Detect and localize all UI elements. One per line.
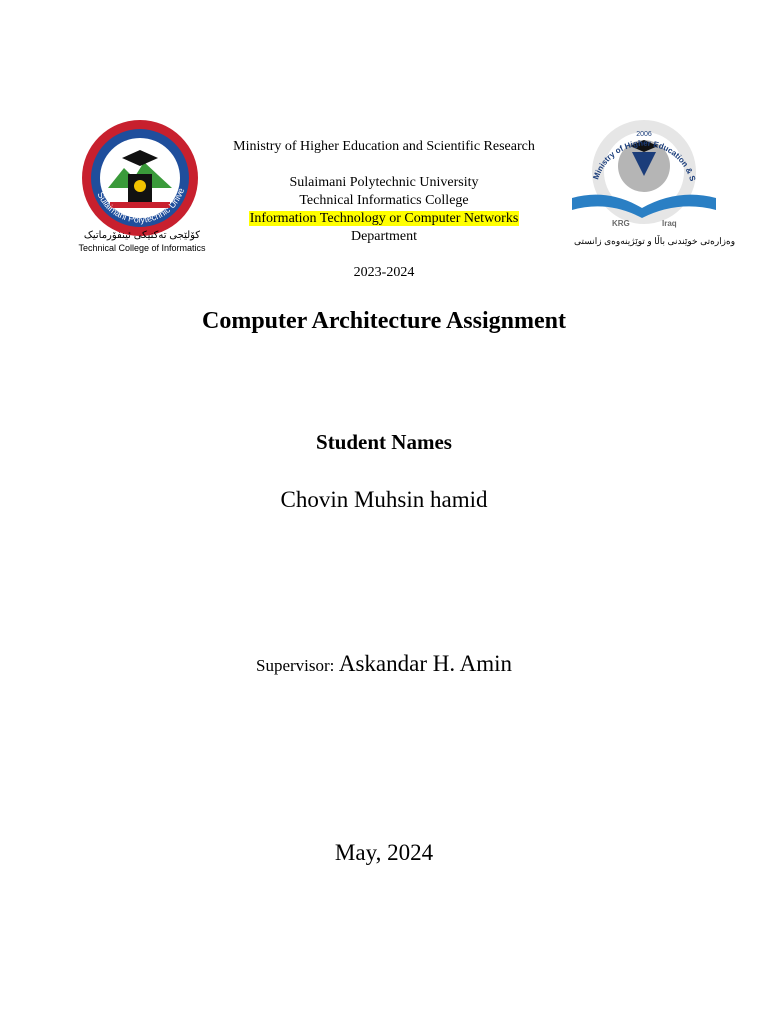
- ministry-emblem-icon: [568, 118, 720, 228]
- supervisor-name: Askandar H. Amin: [338, 651, 512, 676]
- supervisor-line: [0, 651, 768, 677]
- header-block: [200, 138, 568, 282]
- spu-logo: [78, 118, 206, 258]
- department-line: Department: [350, 229, 418, 244]
- spu-arabic-caption: کۆلێجی تەکنیکی ئینفۆرماتیک: [83, 230, 201, 241]
- student-names-heading: Student Names: [316, 430, 452, 454]
- ministry-arabic-caption: وەزارەتی خوێندنی باڵا و توێژینەوەی زانستی: [574, 236, 736, 246]
- college-line: Technical Informatics College: [299, 193, 469, 208]
- ministry-line: Ministry of Higher Education and Scientific Research: [233, 139, 535, 154]
- spu-emblem-icon: [78, 118, 206, 238]
- academic-year: 2023-2024: [353, 265, 415, 280]
- supervisor-label: Supervisor:: [256, 656, 335, 675]
- submission-date: May, 2024: [334, 840, 434, 865]
- university-line: Sulaimani Polytechnic University: [289, 175, 479, 190]
- student-name: Chovin Muhsin hamid: [280, 487, 488, 512]
- spu-ring-text: Sulaimani Polytechnic Unive: [95, 186, 187, 225]
- assignment-title: Computer Architecture Assignment: [202, 308, 566, 334]
- department-options-highlight: Information Technology or Computer Networks: [249, 211, 519, 226]
- ministry-iraq-tag: Iraq: [662, 219, 677, 228]
- ministry-year: 2006: [636, 131, 652, 138]
- ministry-ring-text: Ministry of Higher Education & S: [591, 138, 698, 183]
- ministry-logo: [568, 118, 736, 258]
- spu-caption: Technical College of Informatics: [78, 243, 206, 253]
- ministry-krg-tag: KRG: [612, 219, 630, 228]
